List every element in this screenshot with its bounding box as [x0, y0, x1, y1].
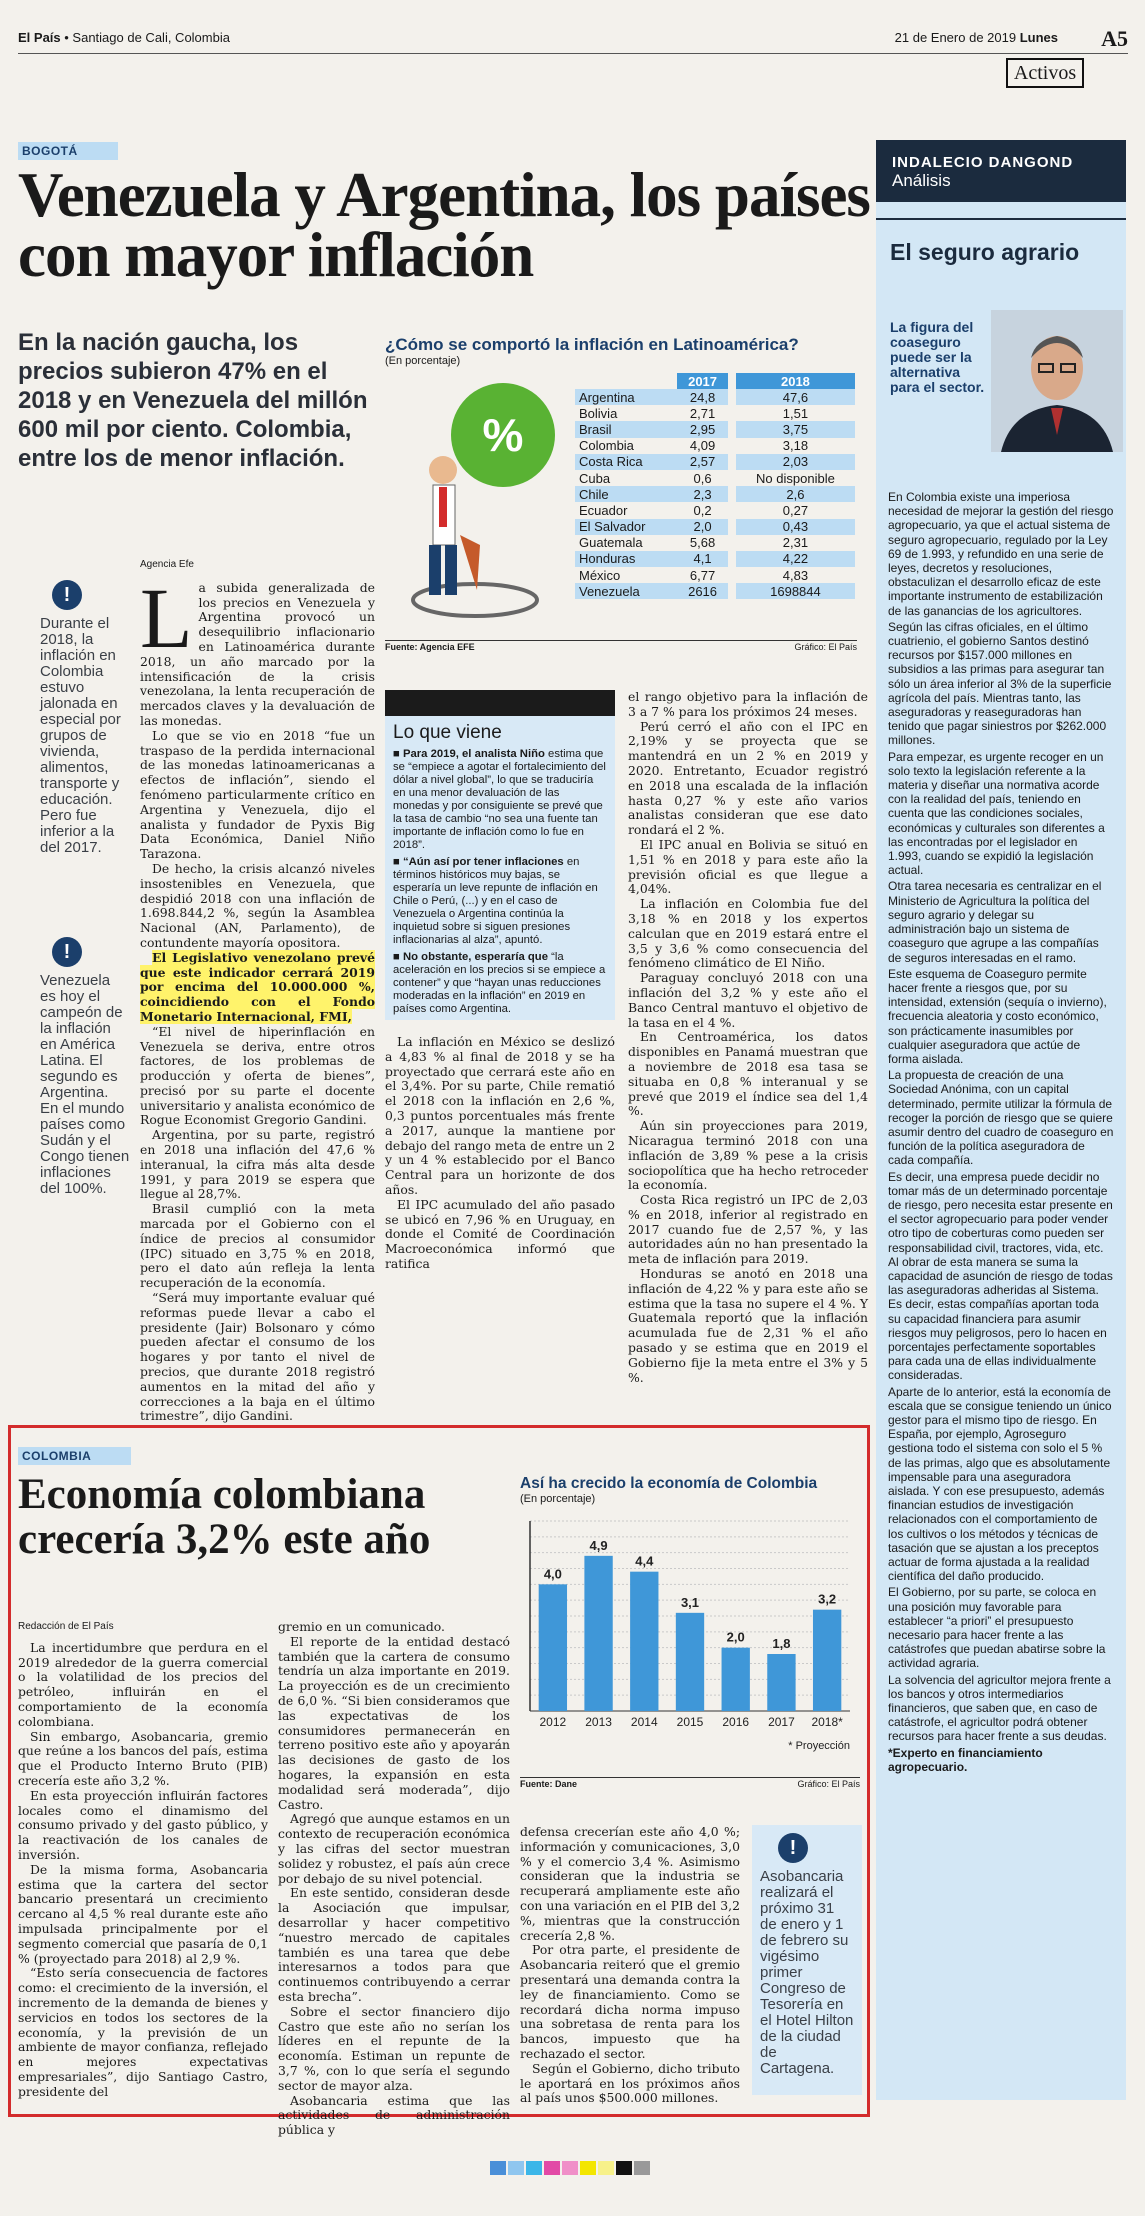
bar: [722, 1648, 750, 1711]
note-text: Venezuela es hoy el campeón de la inflación en América Latina. El segundo es Argentina. En el mundo países como Sudán y el Congo tienen inflaciones del 100%.: [40, 972, 130, 1197]
tick-label: 2018*: [811, 1715, 843, 1729]
paragraph: Según las cifras oficiales, en el último cuatrienio, el gobierno Santos destinó recursos por $157.000 millones en subsidios a las primas para asegurar tan sólo un área inferior al 3% de la superficie agrícola del país. Mientras tanto, las aseguradoras y reaseguradoras han tenido que pagar siniestros por $262.000 millones.: [888, 619, 1112, 748]
country-cell: Cuba: [579, 470, 611, 486]
table-row: [575, 389, 855, 405]
article2-tag: COLOMBIA: [18, 1445, 131, 1465]
value-cell: 4,1: [677, 551, 728, 567]
paragraph: De la misma forma, Asobancaria estima que la cartera del sector bancario presentará un crecimiento cercano al 4,5 % real durante este año impulsada principalmente por el segmento comercial que pasaría de 0,1 % (proyectado para 2018) al 2,9 %.: [18, 1861, 268, 1966]
color-swatch: [616, 2161, 632, 2175]
table-row: [575, 583, 855, 599]
paragraph: “El nivel de hiperinflación en Venezuela se deriva, entre otros factores, de los problemas de producción y oferta de bienes”, precisó por su parte el docente universitario y analista económico de Rogue Economist Gregorio Gandini.: [140, 1023, 375, 1128]
columnist-portrait-icon: [991, 310, 1123, 452]
value-cell: 2,6: [736, 486, 855, 502]
note-venezuela: [40, 937, 130, 1197]
value-cell: No disponible: [756, 470, 835, 486]
data-label: 3,1: [680, 1594, 700, 1610]
table-row: [575, 502, 855, 518]
issue-date: 21 de Enero de 2019: [894, 30, 1017, 45]
value-cell: 4,09: [689, 438, 716, 454]
table-row: [575, 486, 855, 502]
paragraph: Aún sin proyecciones para 2019, Nicaragua terminó 2018 con una inflación de 3,89 % pese a la crisis sociopolítica que ha hecho retroceder la economía.: [628, 1118, 868, 1193]
value-cell: 1,51: [782, 405, 809, 421]
column-title: El seguro agrario: [890, 239, 1080, 265]
column-body: [888, 490, 1114, 1776]
color-swatch: [598, 2161, 614, 2175]
paragraph: Argentina, por su parte, registró en 2018 una inflación del 47,6 % interanual, la cifra más alta desde 1991, y para 2019 se espera que llegue al 28,7%.: [140, 1127, 375, 1202]
page-number: A5: [1101, 26, 1128, 51]
lo-que-viene-box: [385, 690, 615, 1020]
country-cell: Venezuela: [575, 583, 677, 599]
value-cell: 0,6: [693, 470, 712, 486]
paragraph: defensa crecerían este año 4,0 %; información y comunicaciones, 3,0 % y el comercio 3,4 %. Asimismo consideran que la industria se recuperará ampliamente este año con una variación en el PIB del 3,2 %, mientras que la construcción crecería 2,8 %.: [520, 1824, 740, 1943]
exclamation-icon: !: [778, 1833, 808, 1863]
value-cell: 2616: [677, 583, 728, 599]
country-cell: Honduras: [575, 551, 677, 567]
opinion-column: [876, 140, 1126, 2100]
value-cell: 5,68: [689, 535, 716, 551]
article1-column-2: [385, 1035, 615, 1272]
color-swatch: [634, 2161, 650, 2175]
value-cell: 0,27: [782, 502, 809, 518]
chart2-source: Fuente: Dane: [520, 1779, 578, 1789]
article2-headline: Economía colombiana crecería 3,2% este año: [18, 1471, 431, 1563]
value-cell: 1698844: [736, 583, 855, 599]
paragraph: El Gobierno, por su parte, se coloca en una posición muy favorable para establecer “a priori” el presupuesto necesario para hacer frente a las catástrofes que puedan abatirse sobre la actividad agraria.: [888, 1585, 1106, 1671]
paragraph: Es decir, una empresa puede decidir no tomar más de un determinado porcentaje de riesgo, pero necesita estar presente en el sector agropecuario para poder vender otro tipo de coberturas como pueden ser responsabilidad civil, tractores, vida, etc. Al obrar de esta manera se suma la capacidad de asunción de riesgo de todas las aseguradoras adheridas al Sistema. Es decir, estas compañías aportan toda su capacidad financiera para asumir riesgos muy peligrosos, pero lo hacen en porcentajes perfectamente soportables para cada una de ellas individualmente consideradas.: [888, 1169, 1113, 1383]
columnist-name: INDALECIO DANGOND: [892, 154, 1074, 171]
column-footnote: *Experto en financiamiento agropecuario.: [888, 1745, 1043, 1774]
paragraph: Costa Rica registró un IPC de 2,03 % en 2018, inferior al registrado en 2017 cuando fue de 2,57 %, y las autoridades aún no han presentado la meta de inflación para 2019.: [628, 1192, 868, 1267]
chart1-title: ¿Cómo se comportó la inflación en Latinoamérica?: [385, 335, 799, 354]
weekday: Lunes: [1019, 30, 1058, 45]
paragraph: Lo que se vio en 2018 “fue un traspaso de la perdida internacional de las monedas latinoamericanas a efectos de inflación”, siendo el fenómeno particularmente crítico en Argentina y Venezuela, dijo el analista y fundador de Pyxis Big Data Económica, Daniel Niño Tarazona.: [140, 727, 375, 862]
color-swatch: [544, 2161, 560, 2175]
country-cell: México: [579, 567, 621, 583]
color-registration-bar: [490, 2160, 652, 2174]
country-cell: Guatemala: [579, 535, 643, 551]
article2-column-1: [18, 1620, 268, 2100]
value-cell: 24,8: [677, 389, 728, 405]
value-cell: 2,3: [677, 486, 728, 502]
list-item: ■ “Aún así por tener inflaciones en términos históricos muy bajas, se esperaría un leve repunte de inflación en Chile o Perú, (...) y en el caso de Venezuela o Argentina continúa la inquietud sobre si siguen presiones inflacionarias al alza”, apuntó.: [393, 856, 598, 946]
data-label: 4,9: [589, 1537, 608, 1553]
data-label: 3,2: [818, 1591, 837, 1607]
color-swatch: [526, 2161, 542, 2175]
gdp-bar-plot: [520, 1511, 860, 1771]
country-cell: Argentina: [575, 389, 677, 405]
color-swatch: [562, 2161, 578, 2175]
bar: [630, 1572, 658, 1711]
col-2018: 2018: [736, 373, 855, 389]
table-row: [575, 567, 855, 583]
paper-name: El País: [18, 30, 61, 45]
list-item: ■ No obstante, esperaría que “la aceleración en los precios si se empiece a contener” y que “hayan unas reducciones moderadas en la inflación” en 2019 en países como Argentina.: [393, 951, 606, 1015]
gdp-bar-chart: [520, 1475, 860, 1795]
article1-headline: Venezuela y Argentina, los países con mayor inflación: [18, 160, 870, 290]
lo-que-viene-title: Lo que viene: [393, 722, 502, 743]
value-cell: 0,43: [736, 519, 855, 535]
country-cell: Brasil: [575, 421, 677, 437]
paragraph: En esta proyección influirán factores locales como el dinamismo del consumo privado y del gasto público, y la reactivación de los canales de inversión.: [18, 1787, 268, 1862]
article1-column-3: [628, 690, 868, 1385]
exclamation-icon: !: [52, 580, 82, 610]
value-cell: 6,77: [689, 567, 716, 583]
location: • Santiago de Cali, Colombia: [64, 30, 230, 45]
value-cell: 47,6: [736, 389, 855, 405]
paragraph: La inflación en Colombia fue del 3,18 % en 2018 y los expertos calculan que en 2019 estará entre el 3,5 y 3,6 % como consecuencia del fenómeno climático de El Niño.: [628, 896, 868, 971]
paragraph: Asobancaria estima que las actividades de administración pública y: [278, 2092, 510, 2138]
note-text: Asobancaria realizará el próximo 31 de enero y 1 de febrero su vigésimo primer Congreso de Tesorería en el Hotel Hilton de la ciudad de Cartagena.: [760, 1868, 854, 2077]
chart1-subtitle: (En porcentaje): [385, 355, 461, 367]
chart1-credit: Gráfico: El País: [794, 642, 857, 652]
bar: [539, 1584, 567, 1711]
paragraph: Honduras se anotó en 2018 una inflación de 4,22 % y para este año se estima que la tasa no supere el 4 %. Y Guatemala reportó que la inflación acumulada fue de 2,31 % el año pasado y se estima que en 2019 el Gobierno fije la meta entre el 3% y 5 %.: [628, 1266, 868, 1385]
table-row: [575, 551, 855, 567]
color-swatch: [508, 2161, 524, 2175]
value-cell: 2,57: [677, 454, 728, 470]
paragraph: Sin embargo, Asobancaria, gremio que reúne a los bancos del país, estima que el Producto Interno Bruto (PIB) crecería este año 3,2 %.: [18, 1728, 268, 1788]
paragraph: “Será muy importante evaluar qué reformas puede llevar a cabo el presidente (Jair) Bolsonaro y cómo pueden afectar el consumo de los hogares y por tanto el nivel de precios, que durante 2018 registró aumentos en la mitad del año y correcciones a la baja en el último trimestre”, dijo Gandini.: [140, 1290, 375, 1424]
table-row: [575, 454, 855, 470]
table-row: [575, 421, 855, 437]
paragraph: En Colombia existe una imperiosa necesidad de mejorar la gestión del riesgo agropecuario, ya que el actual sistema de seguro agropecuario, regulado por la Ley 69 de 1.993, y refundido en una serie de leyes, decretos y resoluciones, obstaculizan el desarrollo eficaz de este importante instrumento de estabilización de las ganancias de los agricultores.: [888, 490, 1114, 618]
paragraph: El IPC acumulado del año pasado se ubicó en 7,96 % en Uruguay, en donde el Comité de Coordinación Macroeconómica informó que ratifica: [385, 1196, 615, 1271]
paragraph: Sobre el sector financiero dijo Castro que este año no serían los líderes en el repunte de la economía. Estiman un repunte de 3,7 %, con lo que sería el segundo sector de mayor alza.: [278, 2003, 510, 2093]
inflation-table-chart: [385, 335, 857, 655]
table-row: [575, 405, 855, 421]
paragraph: El IPC anual en Bolivia se situó en 1,51 % en 2018 y para este año la previsión oficial es que llegue a 4,04%.: [628, 836, 868, 897]
value-cell: 2,71: [689, 405, 716, 421]
article2-column-3: [520, 1825, 740, 2106]
paragraph: el rango objetivo para la inflación de 3 a 7 % para los próximos 24 meses.: [628, 689, 868, 719]
paragraph: Aparte de lo anterior, está la economía de escala que se consigue teniendo un único gestor para el mismo tipo de riesgo. En España, por ejemplo, Agroseguro gestiona todo el sistema con solo el 5 % de las primas, algo que es absolutamente impensable para una aseguradora aislada. Y con ese presupuesto, además financian estudios de investigación relacionados con el comportamiento de los cultivos o los métodos y técnicas de tasación que se ajustan a los preceptos actuar de forma ajustada a la realidad científica del daño producido.: [888, 1384, 1112, 1584]
table-row: [575, 535, 855, 551]
tick-label: 2013: [585, 1715, 612, 1729]
paragraph: De hecho, la crisis alcanzó niveles insostenibles en Venezuela, que despidió 2018 con una inflación de 1.698.844,2 %, según la Asamblea Nacional (AN, Parlamento), de contundente mayoría opositora.: [140, 860, 375, 950]
list-item: ■ Para 2019, el analista Niño estima que se “empiece a agotar el fortalecimiento del dólar a nivel global”, lo que se traduciría en una menor devaluación de las monedas y por consiguiente se prevé que la tasa de cambio “no sea una fuente tan importante de inflación como lo fue en 2018”.: [393, 748, 606, 851]
value-cell: 3,18: [782, 438, 809, 454]
paragraph: a subida generalizada de los precios en Venezuela y Argentina provocó un desequilibrio inflacionario en Latinoamérica durante 2018, un año marcado por la intensificación de la crisis venezolana, la lenta recuperación de mercados claves y la devaluación de las monedas.: [140, 579, 375, 728]
note-inflation-colombia: [40, 580, 130, 856]
exclamation-icon: !: [52, 937, 82, 967]
byline: Agencia Efe: [140, 559, 194, 570]
paragraph: gremio en un comunicado.: [278, 1619, 445, 1634]
tick-label: 2012: [539, 1715, 567, 1729]
paragraph: La propuesta de creación de una Sociedad Anónima, con un capital determinado, permite utilizar la fórmula de recoger la porción de riesgo que se quiere asumir dentro del cuadro de coaseguro en función de la política aseguradora de cada compañía.: [888, 1068, 1114, 1168]
table-row: [575, 470, 855, 486]
bar: [813, 1610, 841, 1711]
paragraph: En Centroamérica, los datos disponibles en Panamá muestran que a noviembre de 2018 esa tasa se situaba en 0,8 % interanual y se prevé que 2019 el índice sea del 1,4 %.: [628, 1029, 868, 1119]
data-label: 2,0: [726, 1629, 745, 1645]
data-label: 4,0: [543, 1566, 562, 1582]
percent-icon: %: [482, 409, 524, 461]
value-cell: 2,31: [782, 535, 809, 551]
columnist-photo: [991, 310, 1123, 452]
chart2-title: Así ha crecido la economía de Colombia: [520, 1475, 818, 1492]
article1-lead: En la nación gaucha, los precios subieron 47% en el 2018 y en Venezuela del millón 600 mil por ciento. Colombia, entre los de menor inflación.: [18, 329, 368, 472]
country-cell: Chile: [575, 486, 677, 502]
color-swatch: [490, 2161, 506, 2175]
paragraph: La solvencia del agricultor mejora frente a los bancos y otros intermediarios financieros, que saben que, en caso de catástrofe, el agricultor podrá obtener recursos para hacer frente a sus deudas.: [888, 1672, 1111, 1744]
paragraph: Por otra parte, el presidente de Asobancaria reiteró que el gremio presentará una demanda contra la ley de financiamiento. Como se recordará dicha norma impuso una sobretasa de renta para los bancos, impuesto que ha rechazado el sector.: [520, 1942, 740, 2061]
paragraph: En este sentido, consideran desde la Asociación que impulsar, desarrollar y hacer competitivo “nuestro mercado de capitales también es una tarea que debe interesarnos a todos para que continuemos contribuyendo a cerrar esta brecha”.: [278, 1885, 510, 2004]
paragraph: Agregó que aunque estamos en un contexto de recuperación económica y las cifras del sector muestran solidez y robustez, el país aún crece por debajo de su nivel potencial.: [278, 1811, 510, 1886]
bar: [767, 1654, 795, 1711]
paragraph: Según el Gobierno, dicho tributo le aportará en los próximos años al país unos $500.000 millones.: [520, 2060, 740, 2106]
tick-label: 2015: [676, 1715, 704, 1729]
table-row: [575, 438, 855, 454]
paragraph: Otra tarea necesaria es centralizar en el Ministerio de Agricultura la política del seguro agrario y delegar su administración bajo un sistema de coaseguro que agrupe a las compañías de seguros interesadas en el ramo.: [888, 879, 1102, 965]
masthead: [18, 26, 1128, 54]
section-label: Activos: [1006, 58, 1084, 88]
column-section: Análisis: [892, 171, 951, 190]
country-cell: Colombia: [579, 438, 634, 454]
paragraph: Perú cerró el año con el IPC en 2,19% y se proyecta que se mantendrá en un 2 % en 2019 y 2020. Entretanto, Ecuador registró en 2018 una escalada de la inflación hasta 0,27 % y este año varios analistas consideran que ese dato rondará el 2 %.: [628, 718, 868, 838]
value-cell: 2,03: [736, 454, 855, 470]
article2-column-2: [278, 1620, 510, 2138]
value-cell: 2,0: [677, 519, 728, 535]
drop-cap: L: [140, 569, 193, 666]
chart-note: * Proyección: [788, 1740, 850, 1752]
country-cell: Ecuador: [579, 502, 628, 518]
article1-column-1: [140, 558, 375, 1424]
chart1-source: Fuente: Agencia EFE: [385, 642, 475, 652]
value-cell: 3,75: [736, 421, 855, 437]
highlighted-paragraph: El Legislativo venezolano prevé que este indicador cerrará 2019 por encima del 10.000.000 %, coincidiendo con el Fondo Monetario Internacional, FMI,: [140, 949, 375, 1024]
chart2-credit: Gráfico: El País: [797, 1779, 860, 1789]
chart2-subtitle: (En porcentaje): [520, 1493, 596, 1505]
tick-label: 2016: [722, 1715, 750, 1729]
bar: [676, 1613, 704, 1711]
country-cell: El Salvador: [575, 519, 677, 535]
paragraph: La inflación en México se deslizó a 4,83 % al final de 2018 y se ha proyectado que cerrará este año en el 3,4%. Por su parte, Chile rematió el 2018 con la inflación en 2,6 %, 0,3 puntos porcentuales más frente a 2017, aunque la mantiene por debajo del rango meta de entre un 2 y un 4 % establecido por el Banco Central para un horizonte de dos años.: [385, 1034, 615, 1197]
inflation-table: [575, 373, 855, 599]
bar: [584, 1556, 612, 1711]
inflation-illustration: [385, 375, 565, 635]
value-cell: 4,83: [782, 567, 809, 583]
paragraph: Este esquema de Coaseguro permite hacer frente a riesgos que, por su intensidad, extensión (sequía o invierno), frecuencia aleatoria y costo económico, son prácticamente inasumibles por cualquier aseguradora que actúe de forma aislada.: [888, 966, 1107, 1066]
paragraph: “Esto sería consecuencia de factores como: el crecimiento de la inversión, el incremento de la demanda de bienes y servicios en todos los sectores de la economía, y la previsión de un ambiente de mayor confianza, reflejado en mejores expectativas empresariales”, dijo Santiago Castro, presidente del: [18, 1965, 268, 2099]
paragraph: El reporte de la entidad destacó también que la cartera de consumo tendría un alza importante en 2019. La proyección es de un crecimiento de 6,0 %. “Si bien consideramos que las expectativas de los consumidores permanecerán en terreno positivo este año y apoyarán las decisiones de gasto de los hogares, la expansión en esta modalidad será moderada”, dijo Castro.: [278, 1633, 510, 1812]
paragraph: La incertidumbre que perdura en el 2019 alrededor de la guerra comercial o la volatilidad de los precios del petróleo, influirán en el comportamiento de la economía colombiana.: [18, 1639, 268, 1729]
column-dek: La figura del coaseguro puede ser la alternativa para el sector.: [890, 319, 985, 395]
note-asobancaria: [752, 1825, 862, 2095]
data-label: 4,4: [635, 1553, 654, 1569]
data-label: 1,8: [772, 1636, 791, 1651]
value-cell: 2,95: [677, 421, 728, 437]
paragraph: Brasil cumplió con la meta marcada por el Gobierno con el índice de precios al consumidor (IPC) situado en 3,75 % en 2018, pero el dato aún refleja la lenta recuperación de la economía.: [140, 1201, 375, 1291]
paragraph: Paraguay concluyó 2018 con una inflación del 3,2 % y este año el Banco Central mantuvo el objetivo de la tasa en el 4 %.: [628, 970, 868, 1030]
table-row: [575, 519, 855, 535]
note-text: Durante el 2018, la inflación en Colombia estuvo jalonada en especial por grupos de vivienda, alimentos, transporte y educación. Pero fue inferior a la del 2017.: [40, 615, 121, 856]
value-cell: 4,22: [736, 551, 855, 567]
paragraph: Para empezar, es urgente recoger en un solo texto la legislación referente a la materia y diseñar una normativa acorde con la realidad del país, teniendo en cuenta que las condiciones sociales, económicas y culturales son diferentes a las encontradas por el legislador en 1.993, cuando se expidió la legislación actual.: [888, 749, 1105, 878]
country-cell: Bolivia: [579, 405, 618, 421]
byline: Redacción de El País: [18, 1621, 114, 1632]
tick-label: 2017: [768, 1715, 795, 1729]
tick-label: 2014: [630, 1715, 658, 1729]
color-swatch: [580, 2161, 596, 2175]
col-2017: 2017: [677, 373, 728, 389]
article1-tag: BOGOTÁ: [18, 140, 118, 160]
value-cell: 0,2: [693, 502, 712, 518]
country-cell: Costa Rica: [575, 454, 677, 470]
